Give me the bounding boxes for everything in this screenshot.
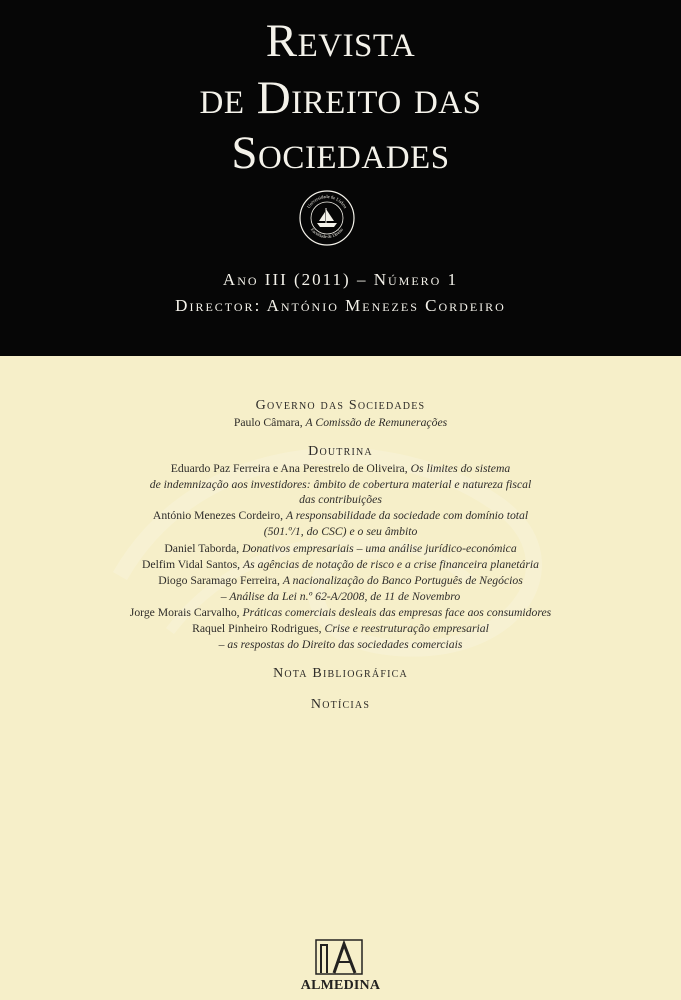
entry-author: António Menezes Cordeiro, [152, 509, 284, 522]
section-heading-nota: Nota Bibliográfica [273, 666, 408, 681]
entry-title: A responsabilidade da sociedade com domínio total [285, 509, 529, 522]
journal-title-line-2: de Direito das [199, 72, 482, 124]
cover-header-band [0, 0, 681, 356]
doutrina-line-7 [0, 559, 681, 571]
entry-title: de indemnização aos investidores: âmbito de cobertura material e natureza fiscal [149, 478, 532, 491]
entry-title: – Análise da Lei n.º 62-A/2008, de 11 de Novembro [220, 590, 461, 603]
doutrina-line-12 [0, 639, 681, 651]
doutrina-line-1 [0, 463, 681, 475]
doutrina-line-10 [0, 607, 681, 619]
entry-title: das contribuições [299, 493, 382, 506]
almedina-logo-icon [313, 938, 365, 976]
entry-title: Donativos empresariais – uma análise jurídico-económica [242, 542, 517, 555]
doutrina-line-4 [0, 510, 681, 522]
entry-author: Paulo Câmara, [233, 416, 303, 429]
seal-text-top: Universidade de Lisboa [305, 193, 349, 210]
entry-title: A Comissão de Remunerações [305, 416, 448, 429]
entry-title: As agências de notação de risco e a crise financeira planetária [242, 558, 540, 571]
entry-title: A nacionalização do Banco Português de Negócios [282, 574, 523, 587]
entry-title: Os limites do sistema [410, 462, 511, 475]
doutrina-line-5 [0, 526, 681, 538]
university-seal-icon [299, 190, 355, 246]
doutrina-line-2 [0, 479, 681, 491]
journal-title-line-1: Revista [265, 15, 416, 67]
entry-title: Práticas comerciais desleais das empresas face aos consumidores [242, 606, 552, 619]
seal-text-bottom: Faculdade de Direito [309, 227, 345, 240]
doutrina-line-6 [0, 543, 681, 555]
journal-title-line-3: Sociedades [231, 127, 450, 179]
entry-author: Eduardo Paz Ferreira e Ana Perestrelo de Oliveira, [170, 462, 408, 475]
entry-author: Daniel Taborda, [164, 542, 240, 555]
publisher-name: ALMEDINA [300, 978, 381, 993]
section-heading-noticias: Notícias [310, 697, 371, 712]
entry-title: Crise e reestruturação empresarial [324, 622, 489, 635]
doutrina-line-11 [0, 623, 681, 635]
entry-author: Jorge Morais Carvalho, [129, 606, 240, 619]
director-line: Director: António Menezes Cordeiro [175, 296, 506, 315]
doutrina-line-8 [0, 575, 681, 587]
doutrina-line-3 [0, 494, 681, 506]
entry-title: (501.º/1, do CSC) e o seu âmbito [263, 525, 418, 538]
governo-entry [0, 417, 681, 429]
entry-author: Raquel Pinheiro Rodrigues, [192, 622, 322, 635]
section-heading-doutrina: Doutrina [308, 444, 373, 459]
entry-author: Diogo Saramago Ferreira, [158, 574, 280, 587]
issue-line: Ano III (2011) – Número 1 [222, 270, 459, 289]
doutrina-line-9 [0, 591, 681, 603]
section-heading-governo: Governo das Sociedades [255, 398, 426, 413]
entry-author: Delfim Vidal Santos, [141, 558, 241, 571]
entry-title: – as respostas do Direito das sociedades comerciais [218, 638, 463, 651]
